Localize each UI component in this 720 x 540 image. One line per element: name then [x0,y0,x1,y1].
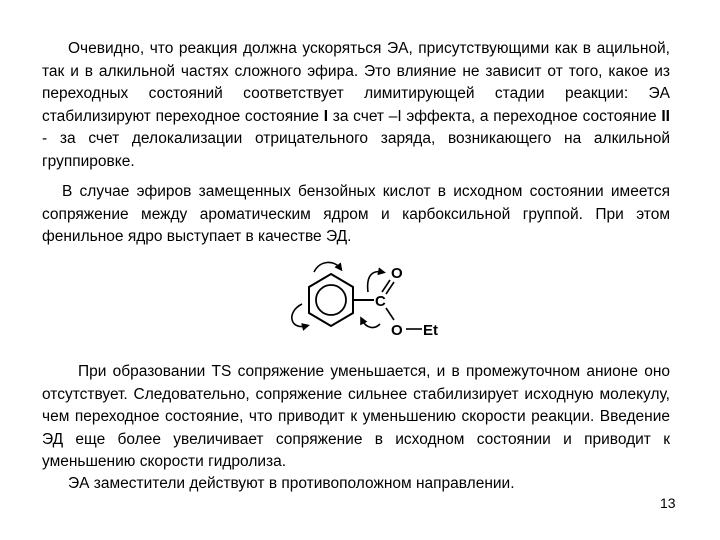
page-number: 13 [660,495,676,511]
benzoate-ester-structure [282,256,472,346]
atom-o-bottom: O [391,322,403,339]
curved-arrow-carbonyl [368,272,382,292]
paragraph-3: При образовании TS сопряжение уменьшается, и в промежуточном анионе оно отсутствует. Следовательно, сопряжение сильнее стабилизирует исходную молекулу, чем переходное состояние, что приводит к уменьшению скорости реакции. Введение ЭД еще более увеличивает сопряжение в исходном состоянии и приводит к уменьшению скорости гидролиза. [42,363,670,470]
roman-i-label: I [323,107,329,125]
benzene-ring [309,274,353,326]
curved-arrow-bottom-left [292,304,306,327]
atom-c: C [375,293,386,310]
paragraph-2: В случае эфиров замещенных бензойных кислот в исходном состоянии имеется сопряжение между ароматическим ядром и карбоксильной группой. При этом фенильное ядро выступает в качестве ЭД. [42,183,670,245]
curved-arrow-ester-oxygen [362,320,380,327]
paragraph-4: ЭА заместители действуют в противоположном направлении. [68,475,515,492]
roman-ii-label: II [661,107,670,125]
paragraph-1-part-1: Очевидно, что реакция должна ускоряться ЭА, присутствующими как в ацильной, так и в алкильной частях сложного эфира. Это влияние не зависит от того, какое из переходных состояний соответствует лимитирующей стадии реакции: ЭА стабилизируют переходное состояние [42,40,670,125]
atom-o-top: O [391,265,403,282]
ester-single-bond [386,308,394,320]
paragraph-1 [42,38,670,173]
paragraph-1-part-3: - за счет делокализации отрицательного заряда, возникающего на алкильной группировке. [42,130,670,170]
curved-arrow-top [314,262,340,272]
group-et: Et [423,322,438,339]
paragraph-1-part-2: за счет –I эффекта, а переходное состояние [328,107,662,125]
